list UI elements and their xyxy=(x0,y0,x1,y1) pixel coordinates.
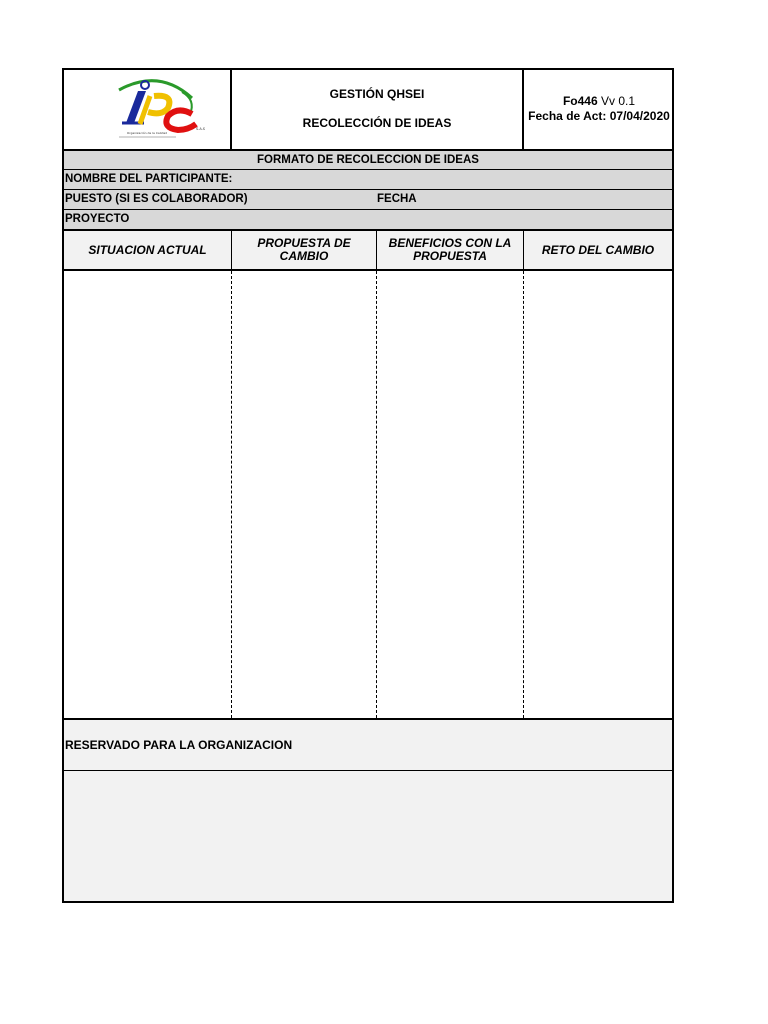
reserved-label: RESERVADO PARA LA ORGANIZACION xyxy=(65,738,293,752)
document-code-cell xyxy=(524,70,674,149)
position-row[interactable] xyxy=(64,189,672,209)
form-title: FORMATO DE RECOLECCION DE IDEAS xyxy=(257,154,479,166)
update-date: Fecha de Act: 07/04/2020 xyxy=(528,109,670,123)
management-title: GESTIÓN QHSEI xyxy=(329,87,425,101)
ipc-logo xyxy=(64,70,230,147)
column-header-change-challenge: RETO DEL CAMBIO xyxy=(524,229,672,271)
participant-label: NOMBRE DEL PARTICIPANTE: xyxy=(65,173,233,185)
column-header-current-situation: SITUACION ACTUAL xyxy=(64,229,232,271)
idea-collection-form xyxy=(62,68,674,903)
column-header-benefits: BENEFICIOS CON LA PROPUESTA xyxy=(377,229,524,271)
reserved-section-field[interactable] xyxy=(64,771,672,901)
project-label: PROYECTO xyxy=(65,213,130,225)
svg-text:S.A.S: S.A.S xyxy=(196,127,206,131)
benefits-field[interactable] xyxy=(377,271,524,718)
form-title-row xyxy=(64,149,672,169)
column-header-change-proposal: PROPUESTA DE CAMBIO xyxy=(232,229,377,271)
document-version: Vv 0.1 xyxy=(601,94,636,108)
header-title-cell xyxy=(232,70,524,149)
document-title: RECOLECCIÓN DE IDEAS xyxy=(302,116,452,130)
logo-cell xyxy=(64,70,232,149)
current-situation-field[interactable] xyxy=(64,271,232,718)
change-challenge-field[interactable] xyxy=(524,271,672,718)
project-row[interactable] xyxy=(64,209,672,229)
document-code: Fo446 xyxy=(562,94,598,108)
reserved-section-header xyxy=(64,718,672,771)
date-label: FECHA xyxy=(377,193,417,205)
participant-row[interactable] xyxy=(64,169,672,189)
logo-caption: Organización de la Calidad xyxy=(126,131,168,135)
position-label: PUESTO (SI ES COLABORADOR) xyxy=(65,193,248,205)
change-proposal-field[interactable] xyxy=(232,271,377,718)
